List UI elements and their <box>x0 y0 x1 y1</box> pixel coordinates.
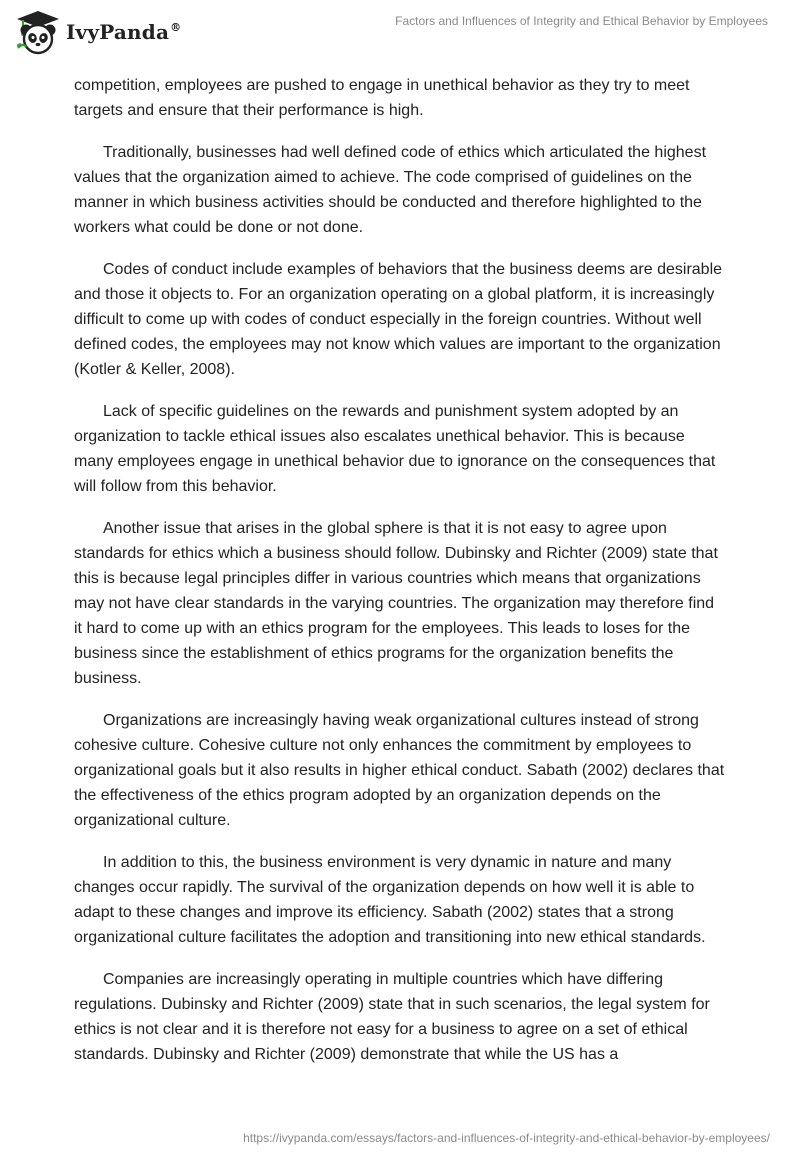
brand-logo[interactable] <box>14 8 181 56</box>
brand-name-text: IvyPanda <box>66 20 170 44</box>
paragraph-5: Another issue that arises in the global sphere is that it is not easy to agree upon standards for ethics which a business should follow. Dubinsky and Richter (2009) state that this is because legal principles differ in various countries which means that organizations may not have clear standards in the varying countries. The organization may therefore find it hard to come up with an ethics program for the employees. This leads to loses for the business since the establishment of ethics programs for the organization benefits the business. <box>74 520 718 687</box>
document-title: Factors and Influences of Integrity and Ethical Behavior by Employees <box>395 14 768 28</box>
registered-mark: ® <box>170 21 182 35</box>
paragraph-8: Companies are increasingly operating in multiple countries which have differing regulations. Dubinsky and Richter (2009) state that in such scenarios, the legal system for ethics is not clear and it is therefore not easy for a business to agree on a set of ethical standards. Dubinsky and Richter (2009) demonstrate that while the US has a <box>74 971 710 1063</box>
paragraph-6: Organizations are increasingly having weak organizational cultures instead of strong cohesive culture. Cohesive culture not only enhances the commitment by employees to organizational goals but it also results in higher ethical conduct. Sabath (2002) declares that the effectiveness of the ethics program adopted by an organization depends on the organizational culture. <box>74 712 725 829</box>
panda-logo-icon <box>14 8 62 56</box>
source-url[interactable]: https://ivypanda.com/essays/factors-and-influences-of-integrity-and-ethical-behavior-by-employees/ <box>243 1131 770 1145</box>
paragraph-7: In addition to this, the business environment is very dynamic in nature and many changes occur rapidly. The survival of the organization depends on how well it is able to adapt to these changes and improve its efficiency. Sabath (2002) states that a strong organizational culture facilitates the adoption and transitioning into new ethical standards. <box>74 854 706 946</box>
paragraph-4: Lack of specific guidelines on the rewards and punishment system adopted by an organization to tackle ethical issues also escalates unethical behavior. This is because many employees engage in unethical behavior due to ignorance on the consequences that will follow from this behavior. <box>74 403 716 495</box>
brand-name <box>66 20 181 44</box>
paragraph-1: competition, employees are pushed to engage in unethical behavior as they try to meet targets and ensure that their performance is high. <box>74 77 690 119</box>
essay-body <box>74 73 726 1084</box>
page-header <box>0 0 800 66</box>
paragraph-3: Codes of conduct include examples of behaviors that the business deems are desirable and those it objects to. For an organization operating on a global platform, it is increasingly difficult to come up with codes of conduct especially in the foreign countries. Without well defined codes, the employees may not know which values are important to the organization (Kotler & Keller, 2008). <box>74 261 723 378</box>
paragraph-2: Traditionally, businesses had well defined code of ethics which articulated the highest values that the organization aimed to achieve. The code comprised of guidelines on the manner in which business activities should be conducted and therefore highlighted to the workers what could be done or not done. <box>74 144 707 236</box>
